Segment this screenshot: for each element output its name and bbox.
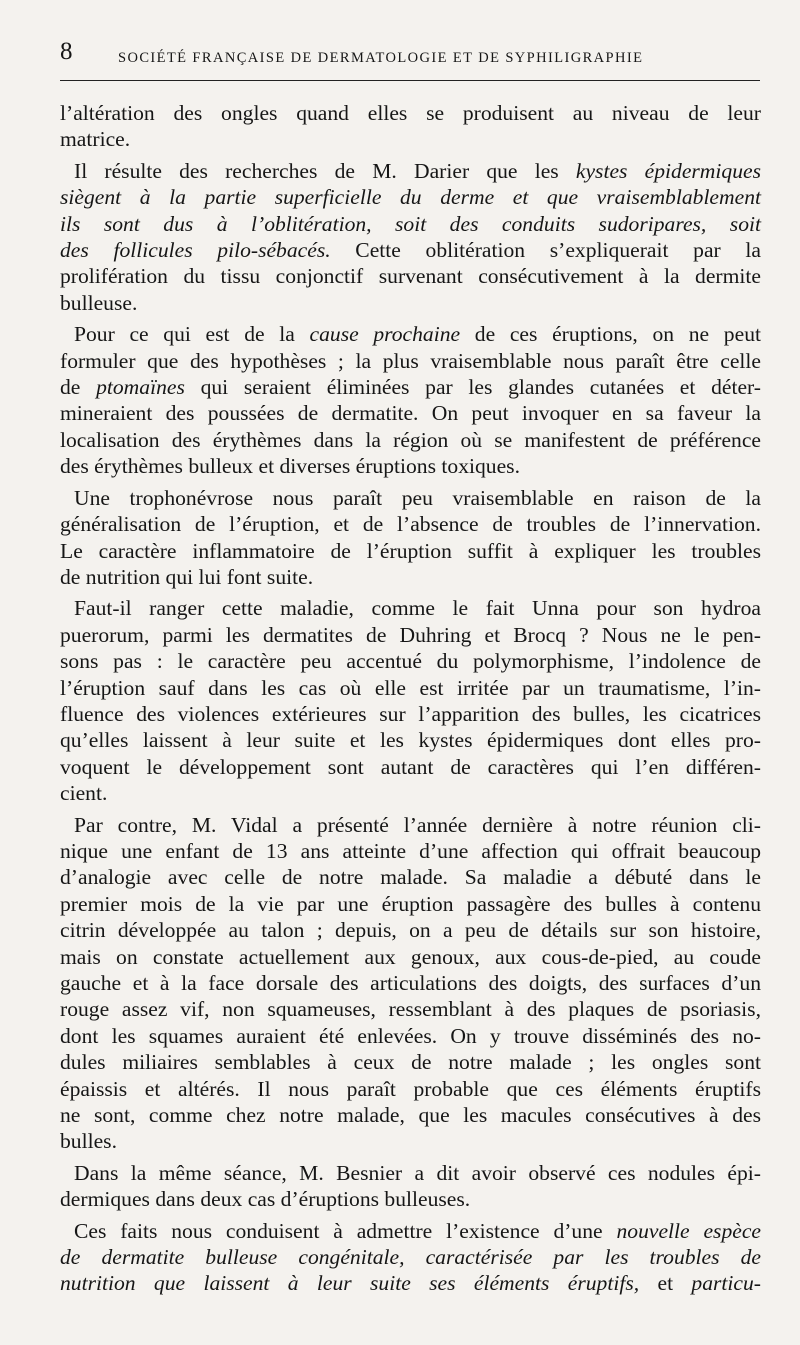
text-run: Le caractère inflammatoire de l’éruption suffit à expliquer les troubles [60, 538, 761, 563]
text-run: de [60, 375, 97, 400]
text-run: prolifération du tissu conjonctif survenant consécutivement à la dermite [60, 264, 761, 289]
text-line [60, 158, 761, 184]
running-title: SOCIÉTÉ FRANÇAISE DE DERMATOLOGIE ET DE SYPHILIGRAPHIE [118, 50, 644, 66]
page-header [60, 36, 760, 81]
text-run: ne sont, comme chez notre malade, que les macules consécutives à des [60, 1103, 761, 1128]
text-run: de ces éruptions, on ne peut [460, 322, 761, 347]
text-run: et [639, 1271, 692, 1296]
text-run: mais on constate actuellement aux genoux, aux cous-de-pied, au coude [60, 944, 761, 969]
text-run: Cette oblitération s’expliquerait par la [330, 238, 761, 263]
text-run: rouge assez vif, non squameuses, ressemblant à des plaques de psoriasis, [60, 997, 761, 1022]
paragraph [60, 1218, 761, 1297]
text-run: bulleuse. [60, 290, 138, 315]
text-run: premier mois de la vie par une éruption passagère des bulles à contenu [60, 891, 761, 916]
text-line [60, 485, 761, 511]
text-line [60, 400, 761, 426]
text-run: l’altération des ongles quand elles se produisent au niveau de leur [60, 101, 761, 125]
text-line [60, 1049, 761, 1075]
page-number: 8 [60, 38, 73, 65]
italic-text: siègent à la partie superficielle du derme et que vraisemblablement [60, 185, 761, 210]
text-run: gauche et à la face dorsale des articulations des doigts, des surfaces d’un [60, 971, 761, 995]
text-run: puerorum, parmi les dermatites de Duhring et Brocq ? Nous ne le pen- [60, 622, 761, 647]
text-line [60, 944, 761, 970]
text-line [60, 754, 761, 780]
text-line [60, 538, 761, 564]
text-line [60, 812, 761, 838]
text-run: dermiques dans deux cas d’éruptions bulleuses. [60, 1187, 471, 1212]
paragraph [60, 158, 761, 316]
body-text [60, 100, 761, 1302]
text-run: localisation des érythèmes dans la région où se manifestent de préférence [60, 427, 761, 452]
text-run: Il résulte des recherches de M. Darier que les [74, 158, 576, 183]
italic-text: particu- [691, 1271, 761, 1296]
text-line [60, 184, 761, 210]
paragraph [60, 1160, 761, 1213]
text-line [60, 727, 761, 753]
text-line [60, 864, 761, 890]
text-line [60, 511, 761, 537]
text-line [60, 675, 761, 701]
text-run: fluence des violences extérieures sur l’apparition des bulles, les cicatrices [60, 701, 761, 726]
text-line [60, 1186, 761, 1212]
text-run: dules miliaires semblables à ceux de notre malade ; les ongles sont [60, 1050, 761, 1075]
italic-text: ptomaïnes [96, 375, 185, 400]
paragraph [60, 100, 761, 153]
text-run: dont les squames auraient été enlevées. On y trouve disséminés des no- [60, 1023, 761, 1048]
italic-text: nouvelle espèce [616, 1218, 761, 1243]
text-run: l’éruption sauf dans les cas où elle est irritée par un traumatisme, l’in- [60, 675, 761, 700]
text-run: bulles. [60, 1129, 117, 1154]
text-line [60, 348, 761, 374]
text-line [60, 1244, 761, 1270]
paragraph [60, 321, 761, 479]
text-run: Ces faits nous conduisent à admettre l’existence d’une [74, 1218, 617, 1243]
text-line [60, 1270, 761, 1296]
text-line [60, 374, 761, 400]
text-run: de nutrition qui lui font suite. [60, 564, 314, 589]
paragraph [60, 485, 761, 591]
text-line [60, 595, 761, 621]
text-run: Par contre, M. Vidal a présenté l’année dernière à notre réunion cli- [74, 812, 761, 837]
italic-text: nutrition que laissent à leur suite ses éléments éruptifs, [60, 1271, 640, 1296]
text-run: cient. [60, 781, 108, 806]
text-run: qui seraient éliminées par les glandes cutanées et déter- [184, 375, 761, 400]
text-line [60, 1076, 761, 1102]
text-run: généralisation de l’éruption, et de l’absence de troubles de l’innervation. [60, 512, 761, 537]
text-line [60, 237, 761, 263]
text-line [60, 970, 761, 996]
text-run: sons pas : le caractère peu accentué du polymorphisme, l’indolence de [60, 649, 761, 674]
paragraph [60, 595, 761, 806]
text-run: citrin développée au talon ; depuis, on a peu de détails sur son histoire, [60, 918, 761, 943]
text-line [60, 211, 761, 237]
text-run: qu’elles laissent à leur suite et les kystes épidermiques dont elles pro- [60, 728, 761, 753]
text-line [60, 1128, 761, 1154]
text-run: voquent le développement sont autant de caractères qui l’en différen- [60, 754, 761, 779]
text-line [60, 564, 761, 590]
text-line [60, 891, 761, 917]
text-run: épaissis et altérés. Il nous paraît probable que ces éléments éruptifs [60, 1076, 761, 1101]
text-line [60, 290, 761, 316]
text-run: matrice. [60, 127, 131, 152]
text-line [60, 996, 761, 1022]
text-line [60, 622, 761, 648]
text-run [405, 1245, 426, 1269]
paragraph [60, 812, 761, 1155]
italic-text: de dermatite bulleuse congénitale, [60, 1245, 405, 1270]
italic-text: caractérisée par les troubles de [425, 1245, 761, 1270]
text-line [60, 1023, 761, 1049]
italic-text: des follicules pilo-sébacés. [60, 238, 331, 263]
italic-text: kystes épidermiques [575, 158, 761, 183]
text-line [60, 648, 761, 674]
text-line [60, 263, 761, 289]
italic-text: cause prochaine [309, 322, 461, 347]
text-line [60, 126, 761, 152]
text-run: d’analogie avec celle de notre malade. Sa maladie a débuté dans le [60, 865, 761, 890]
text-line [60, 1160, 761, 1186]
text-line [60, 453, 761, 479]
text-line [60, 100, 761, 126]
text-run: Une trophonévrose nous paraît peu vraisemblable en raison de la [74, 485, 761, 510]
text-line [60, 838, 761, 864]
text-run: Pour ce qui est de la [74, 322, 310, 347]
text-run: des érythèmes bulleux et diverses éruptions toxiques. [60, 454, 520, 479]
text-line [60, 780, 761, 806]
text-run: Faut-il ranger cette maladie, comme le fait Unna pour son hydroa [74, 596, 761, 621]
text-run: formuler que des hypothèses ; la plus vraisemblable nous paraît être celle [60, 348, 761, 373]
text-run: nique une enfant de 13 ans atteinte d’une affection qui offrait beaucoup [60, 838, 761, 863]
text-line [60, 427, 761, 453]
text-line [60, 917, 761, 943]
text-line [60, 701, 761, 727]
text-line [60, 1218, 761, 1244]
text-run: mineraient des poussées de dermatite. On peut invoquer en sa faveur la [60, 401, 761, 426]
text-line [60, 1102, 761, 1128]
text-line [60, 321, 761, 347]
italic-text: ils sont dus à l’oblitération, soit des conduits sudoripares, soit [60, 211, 761, 236]
text-run: Dans la même séance, M. Besnier a dit avoir observé ces nodules épi- [74, 1160, 761, 1185]
